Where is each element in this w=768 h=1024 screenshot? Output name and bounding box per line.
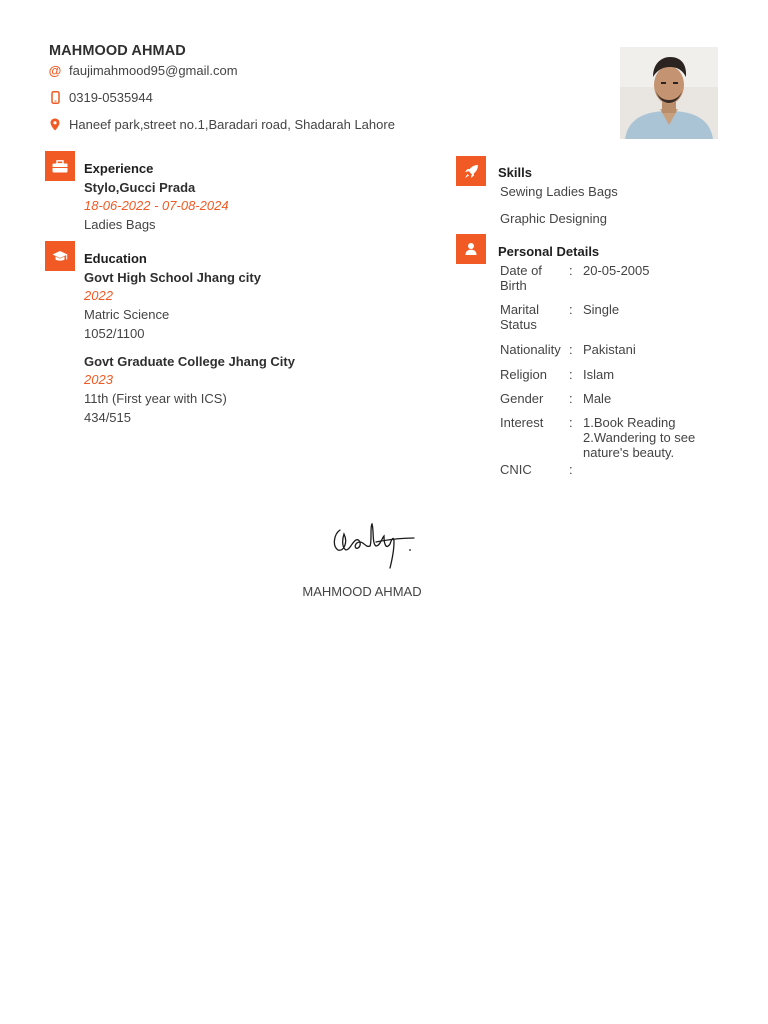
skill-item: Sewing Ladies Bags	[500, 184, 618, 199]
handwritten-signature	[328, 516, 418, 572]
pd-label: Interest	[500, 415, 544, 430]
education-score-1: 1052/1100	[84, 326, 145, 341]
address-line	[48, 117, 395, 132]
briefcase-icon	[45, 151, 75, 181]
experience-heading: Experience	[84, 161, 154, 176]
education-score-2: 434/515	[84, 410, 131, 425]
pd-colon: :	[569, 367, 573, 382]
pd-label: Gender	[500, 391, 544, 406]
at-icon: @	[48, 63, 62, 78]
pd-colon: :	[569, 302, 573, 317]
pd-value: Islam	[583, 367, 615, 382]
pd-colon: :	[569, 391, 573, 406]
email-line	[48, 63, 238, 78]
skills-heading: Skills	[498, 165, 532, 180]
education-year-1: 2022	[84, 288, 113, 303]
pd-value: 20-05-2005	[583, 263, 650, 278]
pd-value: Single	[583, 302, 620, 317]
phone-icon	[48, 91, 62, 105]
address-text: Haneef park,street no.1,Baradari road, Shadarah Lahore	[69, 117, 395, 132]
rocket-icon	[456, 156, 486, 186]
pd-label: Nationality	[500, 342, 561, 357]
signature-name: MAHMOOD AHMAD	[302, 584, 422, 599]
profile-photo	[620, 47, 718, 139]
skill-item: Graphic Designing	[500, 211, 607, 226]
education-year-2: 2023	[84, 372, 113, 387]
pd-colon: :	[569, 263, 573, 278]
candidate-name: MAHMOOD AHMAD	[49, 43, 186, 59]
pd-colon: :	[569, 342, 573, 357]
education-school-2: Govt Graduate College Jhang City	[84, 354, 295, 369]
experience-role: Ladies Bags	[84, 217, 156, 232]
education-program-1: Matric Science	[84, 307, 170, 322]
phone-text: 0319-0535944	[69, 90, 153, 105]
pd-colon: :	[569, 462, 573, 477]
phone-line	[48, 90, 153, 105]
location-pin-icon	[48, 118, 62, 132]
experience-dates: 18-06-2022 - 07-08-2024	[84, 198, 229, 213]
experience-company: Stylo,Gucci Prada	[84, 180, 196, 195]
education-heading: Education	[84, 251, 147, 266]
pd-value: Male	[583, 391, 612, 406]
pd-label: CNIC	[500, 462, 532, 477]
graduation-cap-icon	[45, 241, 75, 271]
pd-label: Date of Birth	[500, 263, 542, 293]
education-school-1: Govt High School Jhang city	[84, 270, 261, 285]
pd-label: Marital Status	[500, 302, 540, 332]
pd-label: Religion	[500, 367, 547, 382]
pd-value: Pakistani	[583, 342, 636, 357]
pd-value: 1.Book Reading 2.Wandering to see nature's beauty.	[583, 415, 696, 460]
personal-heading: Personal Details	[498, 244, 600, 259]
email-text: faujimahmood95@gmail.com	[69, 63, 238, 78]
user-icon	[456, 234, 486, 264]
pd-colon: :	[569, 415, 573, 430]
education-program-2: 11th (First year with ICS)	[84, 391, 227, 406]
